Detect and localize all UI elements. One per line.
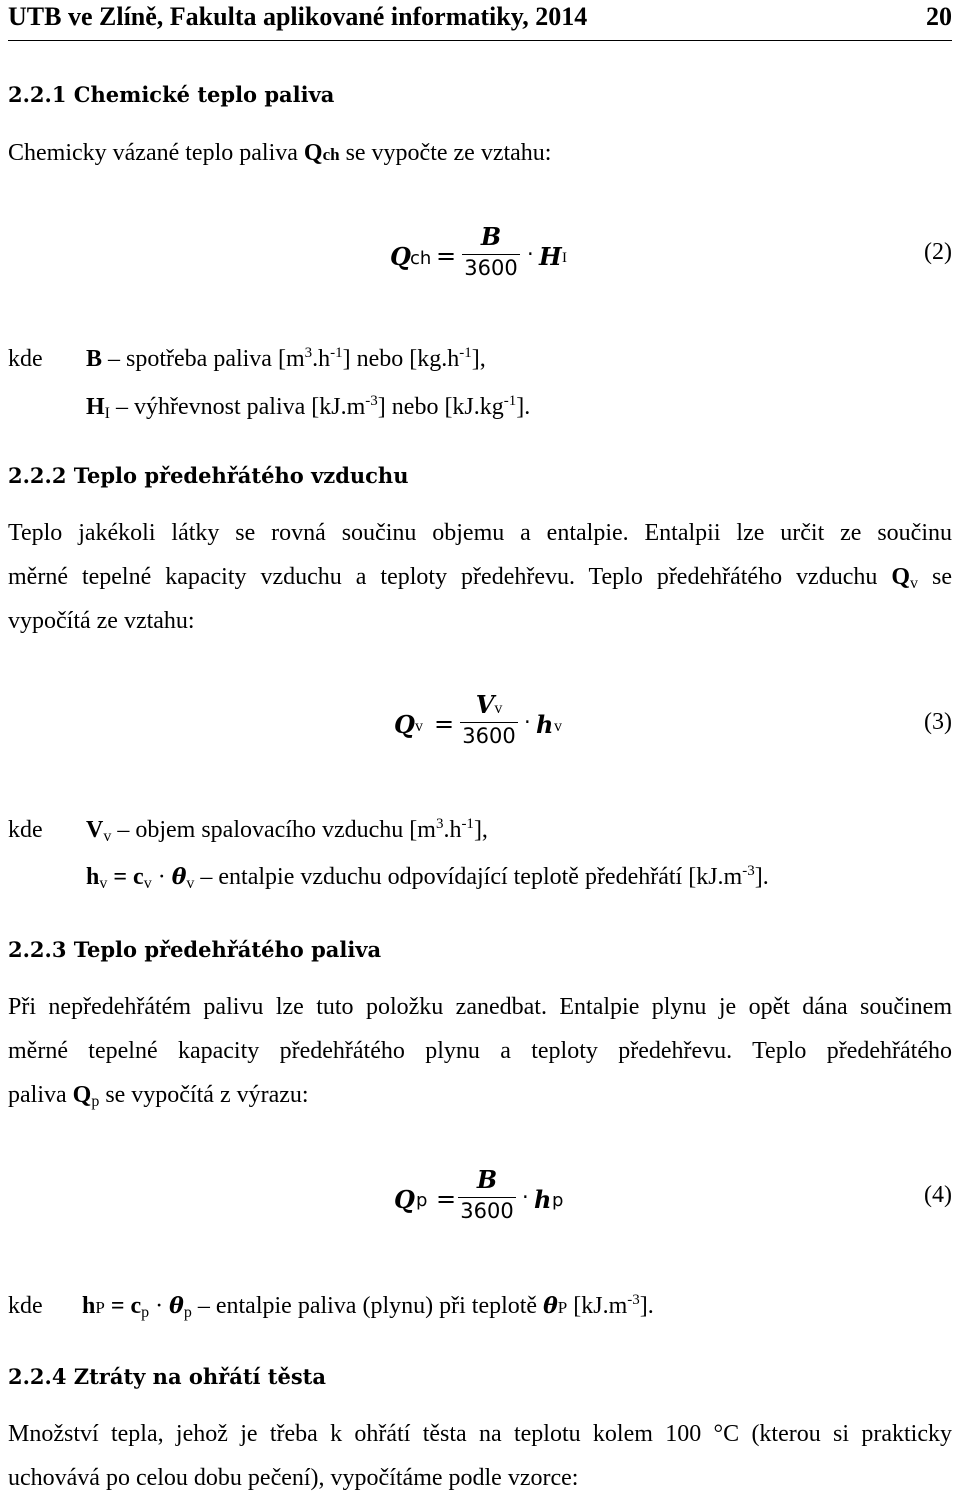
eq4-numerator: B [476,1165,498,1194]
section-2-2-1-heading: 2.2.1 Chemické teplo paliva [8,82,335,107]
equation-3-number: (3) [924,709,952,735]
s223-line3-text: paliva [8,1082,73,1108]
eq3-numerator [460,690,518,719]
eq2-equals: = [436,242,457,270]
s223-kde: kde [8,1293,43,1319]
s222-line2-symbol: Q [891,564,911,590]
def-h-sub: I [104,405,110,422]
eq2-fraction-bar [462,254,520,255]
def-hp-text2: [kJ.m [567,1293,628,1319]
def-hv-symbol: h [86,864,100,890]
s223-line2: měrné tepelné kapacity předehřátého plynu a teploty předehřevu. Teplo předehřátého [8,1038,952,1064]
def-hp-equals: = [104,1293,131,1319]
def-v-end: ], [473,817,488,843]
def-hp-theta2-sub: P [557,1298,568,1317]
eq4-equals: = [436,1185,457,1213]
s221-intro-subscript: ch [322,145,340,164]
def-b-text: – spotřeba paliva [m [102,346,305,372]
eq2-lhs: Q [390,242,411,271]
def-hv-theta-sub: v [186,875,195,892]
def-h-end: ]. [516,394,531,420]
def-hv-c: c [133,864,144,890]
eq2-numerator: B [480,222,502,251]
s222-def-v [86,817,488,844]
def-v-sub: v [103,828,112,845]
s222-line3: vypočítá ze vztahu: [8,608,195,634]
eq3-lhs: Q [394,710,415,739]
eq4-lhs: Q [394,1185,415,1214]
running-header: UTB ve Zlíně, Fakulta aplikované informatiky, 2014 [8,2,588,31]
def-hp-sub: P [95,1298,105,1317]
def-hv-text: – entalpie vzduchu odpovídající teplotě předehřátí [kJ.m [194,864,743,890]
def-b-end: ] nebo [kg.h [342,346,460,372]
def-h-sup1: -3 [365,393,378,409]
s221-kde: kde [8,346,43,372]
def-v-text: – objem spalovacího vzduchu [m [111,817,436,843]
def-v-sup2: -1 [461,816,474,832]
s222-line2-sub: v [910,575,919,592]
s222-kde: kde [8,817,43,843]
def-h-symbol: H [86,394,105,420]
eq3-denominator: 3600 [462,724,516,748]
eq3-num-sub: v [494,700,503,717]
header-rule [8,40,952,41]
section-2-2-2-heading: 2.2.2 Teplo předehřátého vzduchu [8,463,409,488]
def-hp-theta2: θ [543,1293,558,1319]
s223-line3-symbol: Q [72,1082,92,1108]
def-b-close: ], [471,346,486,372]
eq4-rhs-sub: p [552,1190,564,1211]
eq3-fraction-bar [460,722,518,723]
def-hv-sub: v [99,875,108,892]
equation-2-number: (2) [924,239,952,265]
eq3-dot: · [524,710,531,734]
def-hv-equals: = [107,864,134,890]
eq2-dot: · [527,242,534,266]
def-hv-end: ]. [754,864,769,890]
def-h-sup2: -1 [503,393,517,409]
eq3-rhs-sub: v [554,718,562,735]
s223-line3-end: se vypočítá z výrazu: [99,1082,309,1108]
def-hv-dot: · [151,864,172,890]
def-hp-c-sub: p [141,1304,150,1321]
def-hp-theta-sub: p [183,1304,192,1321]
def-b-mid: .h [312,346,331,372]
def-hp-text: – entalpie paliva (plynu) při teplotě [191,1293,544,1319]
s224-line1: Množství tepla, jehož je třeba k ohřátí těsta na teplotu kolem 100 °C (kterou si prakticky [8,1421,952,1447]
s224-line2: uchovává po celou dobu pečení), vypočítáme podle vzorce: [8,1465,579,1491]
equation-3 [394,690,594,760]
s222-def-hv [86,864,769,891]
s222-line2-end: se [918,564,953,590]
s223-line1: Při nepředehřátém palivu lze tuto položku zanedbat. Entalpie plynu je opět dána součinem [8,994,952,1020]
eq3-num-symbol: V [475,690,495,719]
s221-def-b [86,346,486,373]
s222-line2 [8,564,952,591]
s223-def-hp [82,1293,654,1320]
equation-4 [394,1165,594,1235]
eq3-equals: = [434,710,455,738]
s221-intro-text: Chemicky vázané teplo paliva [8,140,304,166]
s222-line1: Teplo jakékoli látky se rovná součinu objemu a entalpie. Entalpii lze určit ze součinu [8,520,952,546]
s222-line2-text: měrné tepelné kapacity vzduchu a teploty předehřevu. Teplo předehřátého vzduchu [8,564,892,590]
def-v-mid: .h [443,817,462,843]
def-hp-sup1: -3 [627,1292,640,1308]
def-b-sup2: -1 [330,345,343,361]
def-hp-theta: θ [169,1293,184,1319]
eq2-lhs-sub: ch [410,248,432,269]
page-number: 20 [926,2,952,31]
def-h-text: – výhřevnost paliva [kJ.m [110,394,366,420]
s221-intro-symbol: Q [303,140,323,166]
def-hp-end: ]. [639,1293,654,1319]
eq3-lhs-sub: v [415,718,423,735]
def-hv-theta: θ [171,864,187,890]
equation-2 [390,222,590,292]
eq4-rhs: h [534,1185,552,1214]
def-hp-dot: · [149,1293,170,1319]
def-v-symbol: V [86,817,104,843]
def-b-symbol: B [86,346,103,372]
equation-4-number: (4) [924,1182,952,1208]
eq2-rhs-sub: I [562,250,567,266]
def-hv-c-sub: v [143,875,152,892]
eq4-dot: · [522,1185,529,1209]
def-h-mid: ] nebo [kJ.kg [377,394,504,420]
def-b-sup3: -1 [459,345,472,361]
def-b-sup1: 3 [304,345,313,361]
section-2-2-4-heading: 2.2.4 Ztráty na ohřátí těsta [8,1364,326,1389]
s221-intro-text-end: se vypočte ze vztahu: [339,140,552,166]
eq4-denominator: 3600 [460,1199,514,1223]
s221-def-h [86,394,530,421]
s223-line3-sub: p [91,1093,100,1110]
def-hv-sup1: -3 [742,863,755,879]
s221-intro [8,140,551,167]
eq4-fraction-bar [458,1197,516,1198]
eq4-lhs-sub: p [416,1190,428,1211]
eq2-fraction [462,222,520,286]
eq3-rhs: h [536,710,554,739]
eq4-fraction [458,1165,516,1229]
def-hp-c: c [130,1293,142,1319]
def-hp-symbol: h [82,1293,96,1319]
eq2-rhs: H [539,242,562,271]
eq3-fraction [460,690,518,754]
eq2-denominator: 3600 [464,256,518,280]
s223-line3 [8,1082,309,1109]
section-2-2-3-heading: 2.2.3 Teplo předehřátého paliva [8,937,382,962]
def-v-sup1: 3 [435,816,444,832]
